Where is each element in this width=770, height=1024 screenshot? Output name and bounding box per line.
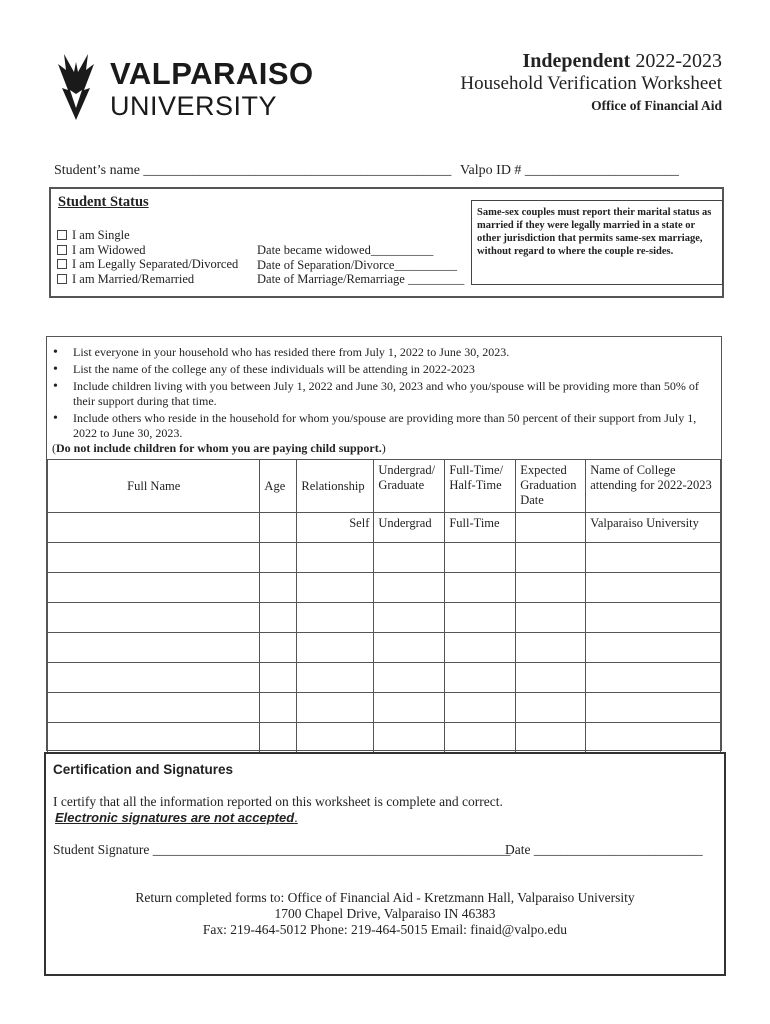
status-option-label: I am Legally Separated/Divorced <box>72 257 239 271</box>
column-header-relationship: Relationship <box>297 460 374 513</box>
student-status-section <box>49 187 724 298</box>
cell-full-name[interactable] <box>48 633 260 663</box>
cell-level[interactable]: Undergrad <box>374 513 445 543</box>
signature-date-field[interactable]: Date _________________________ <box>505 842 703 857</box>
cell-age[interactable] <box>260 513 297 543</box>
cell-college[interactable] <box>586 663 721 693</box>
office-name: Office of Financial Aid <box>591 97 722 113</box>
cell-relationship[interactable] <box>297 723 374 753</box>
household-section <box>46 336 722 751</box>
cell-college[interactable] <box>586 693 721 723</box>
table-row <box>48 603 721 633</box>
return-line-office: Return completed forms to: Office of Financial Aid - Kretzmann Hall, Valparaiso University <box>135 890 635 905</box>
cell-level[interactable] <box>374 693 445 723</box>
return-address <box>46 890 724 938</box>
valpo-id-field[interactable]: Valpo ID # ______________________ <box>460 163 679 178</box>
cell-full-name[interactable] <box>48 543 260 573</box>
cell-college[interactable] <box>586 723 721 753</box>
title-year: 2022-2023 <box>630 50 722 72</box>
table-row <box>48 513 721 543</box>
certification-section <box>44 752 726 976</box>
cell-graduation[interactable] <box>516 693 586 723</box>
status-option-single[interactable] <box>57 228 238 243</box>
paren-open: ( <box>52 441 56 455</box>
cell-full-name[interactable] <box>48 663 260 693</box>
checkbox-icon[interactable] <box>57 245 67 255</box>
title-independent: Independent <box>522 50 631 72</box>
status-option-label: I am Married/Remarried <box>72 271 195 286</box>
certification-heading: Certification and Signatures <box>53 762 234 777</box>
cell-age[interactable] <box>260 663 297 693</box>
cell-graduation[interactable] <box>516 723 586 753</box>
table-header-row <box>48 460 721 513</box>
cell-age[interactable] <box>260 603 297 633</box>
cell-level[interactable] <box>374 663 445 693</box>
cell-graduation[interactable] <box>516 663 586 693</box>
status-option-separated[interactable] <box>57 257 238 272</box>
cell-enrollment[interactable]: Full-Time <box>445 513 516 543</box>
cell-level[interactable] <box>374 543 445 573</box>
cell-enrollment[interactable] <box>445 603 516 633</box>
title-worksheet: Household Verification Worksheet <box>460 73 722 94</box>
status-option-label: I am Widowed <box>72 242 146 257</box>
cell-relationship[interactable] <box>297 573 374 603</box>
cell-age[interactable] <box>260 633 297 663</box>
child-support-exclusion <box>52 441 386 456</box>
cell-full-name[interactable] <box>48 693 260 723</box>
cell-relationship[interactable] <box>297 693 374 723</box>
cell-full-name[interactable] <box>48 603 260 633</box>
table-row <box>48 573 721 603</box>
table-row <box>48 543 721 573</box>
household-table-body <box>48 513 721 753</box>
cell-age[interactable] <box>260 543 297 573</box>
checkbox-icon[interactable] <box>57 230 67 240</box>
exclusion-text: Do not include children for whom you are paying child support. <box>56 441 382 455</box>
electronic-signature-note <box>55 810 298 825</box>
table-row <box>48 663 721 693</box>
status-option-widowed[interactable] <box>57 243 238 258</box>
date-widowed-field[interactable]: Date became widowed__________ <box>257 243 434 257</box>
household-table <box>47 459 721 753</box>
cell-college[interactable] <box>586 633 721 663</box>
cell-enrollment[interactable] <box>445 693 516 723</box>
instruction-item: • List everyone in your household who has resided there from July 1, 2022 to June 30, 2023. <box>53 345 717 360</box>
table-row <box>48 693 721 723</box>
table-row <box>48 723 721 753</box>
cell-enrollment[interactable] <box>445 633 516 663</box>
checkbox-icon[interactable] <box>57 259 67 269</box>
cell-graduation[interactable] <box>516 603 586 633</box>
cell-college[interactable]: Valparaiso University <box>586 513 721 543</box>
cell-relationship[interactable] <box>297 633 374 663</box>
column-header-college: Name of College attending for 2022-2023 <box>586 460 721 513</box>
column-header-enrollment: Full-Time/ Half-Time <box>445 460 516 513</box>
note-period: . <box>294 810 298 825</box>
cell-level[interactable] <box>374 723 445 753</box>
student-status-heading: Student Status <box>58 194 149 210</box>
flame-crest-icon <box>48 50 104 122</box>
return-line-address: 1700 Chapel Drive, Valparaiso IN 46383 <box>274 906 496 921</box>
instruction-item: • Include children living with you between July 1, 2022 and June 30, 2023 and who you/spouse will be providing more than 50% of their support during that time. <box>53 379 717 409</box>
column-header-level: Undergrad/ Graduate <box>374 460 445 513</box>
cell-full-name[interactable] <box>48 723 260 753</box>
logo-wordmark-line1: VALPARAISO <box>110 56 314 91</box>
instruction-item: • Include others who reside in the household for whom you/spouse are providing more than 50 percent of their support from July 1, 2022 to June 30, 2023. <box>53 411 717 441</box>
cell-relationship[interactable] <box>297 543 374 573</box>
same-sex-note: Same-sex couples must report their marital status as married if they were legally married in a state or other jurisdiction that permits same-sex marriage, without regard to where the couple re-sides. <box>471 200 723 285</box>
cell-level[interactable] <box>374 573 445 603</box>
cell-relationship[interactable] <box>297 603 374 633</box>
cell-relationship[interactable] <box>297 663 374 693</box>
cell-relationship[interactable]: Self <box>297 513 374 543</box>
instruction-item: • List the name of the college any of these individuals will be attending in 2022-2023 <box>53 362 717 377</box>
cell-full-name[interactable] <box>48 513 260 543</box>
cell-graduation[interactable] <box>516 633 586 663</box>
cell-level[interactable] <box>374 603 445 633</box>
column-header-graduation: Expected Graduation Date <box>516 460 586 513</box>
cell-enrollment[interactable] <box>445 663 516 693</box>
cell-age[interactable] <box>260 573 297 603</box>
student-name-field[interactable]: Student’s name ____________________________________________ <box>54 163 452 178</box>
cell-age[interactable] <box>260 723 297 753</box>
column-header-full-name: Full Name <box>48 460 260 513</box>
status-date-fields <box>257 243 464 287</box>
status-option-married[interactable] <box>57 272 238 287</box>
cell-level[interactable] <box>374 633 445 663</box>
table-row <box>48 633 721 663</box>
cell-college[interactable] <box>586 603 721 633</box>
cell-full-name[interactable] <box>48 573 260 603</box>
electronic-signature-note-text: Electronic signatures are not accepted <box>55 810 295 825</box>
certification-statement: I certify that all the information reported on this worksheet is complete and correct. <box>53 794 503 809</box>
cell-enrollment[interactable] <box>445 723 516 753</box>
column-header-age: Age <box>260 460 297 513</box>
cell-graduation[interactable] <box>516 543 586 573</box>
logo-wordmark-line2: UNIVERSITY <box>110 91 278 121</box>
student-signature-field[interactable]: Student Signature _____________________________________________________ <box>53 842 511 857</box>
checkbox-icon[interactable] <box>57 274 67 284</box>
status-options <box>57 228 238 286</box>
cell-age[interactable] <box>260 693 297 723</box>
paren-close: ) <box>381 441 386 455</box>
household-instructions <box>53 345 717 443</box>
cell-college[interactable] <box>586 543 721 573</box>
cell-graduation[interactable] <box>516 513 586 543</box>
cell-enrollment[interactable] <box>445 573 516 603</box>
university-logo <box>48 50 314 125</box>
date-marriage-field[interactable]: Date of Marriage/Remarriage _________ <box>257 272 465 286</box>
cell-graduation[interactable] <box>516 573 586 603</box>
document-title <box>460 50 722 113</box>
cell-enrollment[interactable] <box>445 543 516 573</box>
status-option-label: I am Single <box>72 228 130 242</box>
cell-college[interactable] <box>586 573 721 603</box>
return-line-contact: Fax: 219-464-5012 Phone: 219-464-5015 Email: finaid@valpo.edu <box>202 922 568 937</box>
date-separation-field[interactable]: Date of Separation/Divorce__________ <box>257 257 457 272</box>
